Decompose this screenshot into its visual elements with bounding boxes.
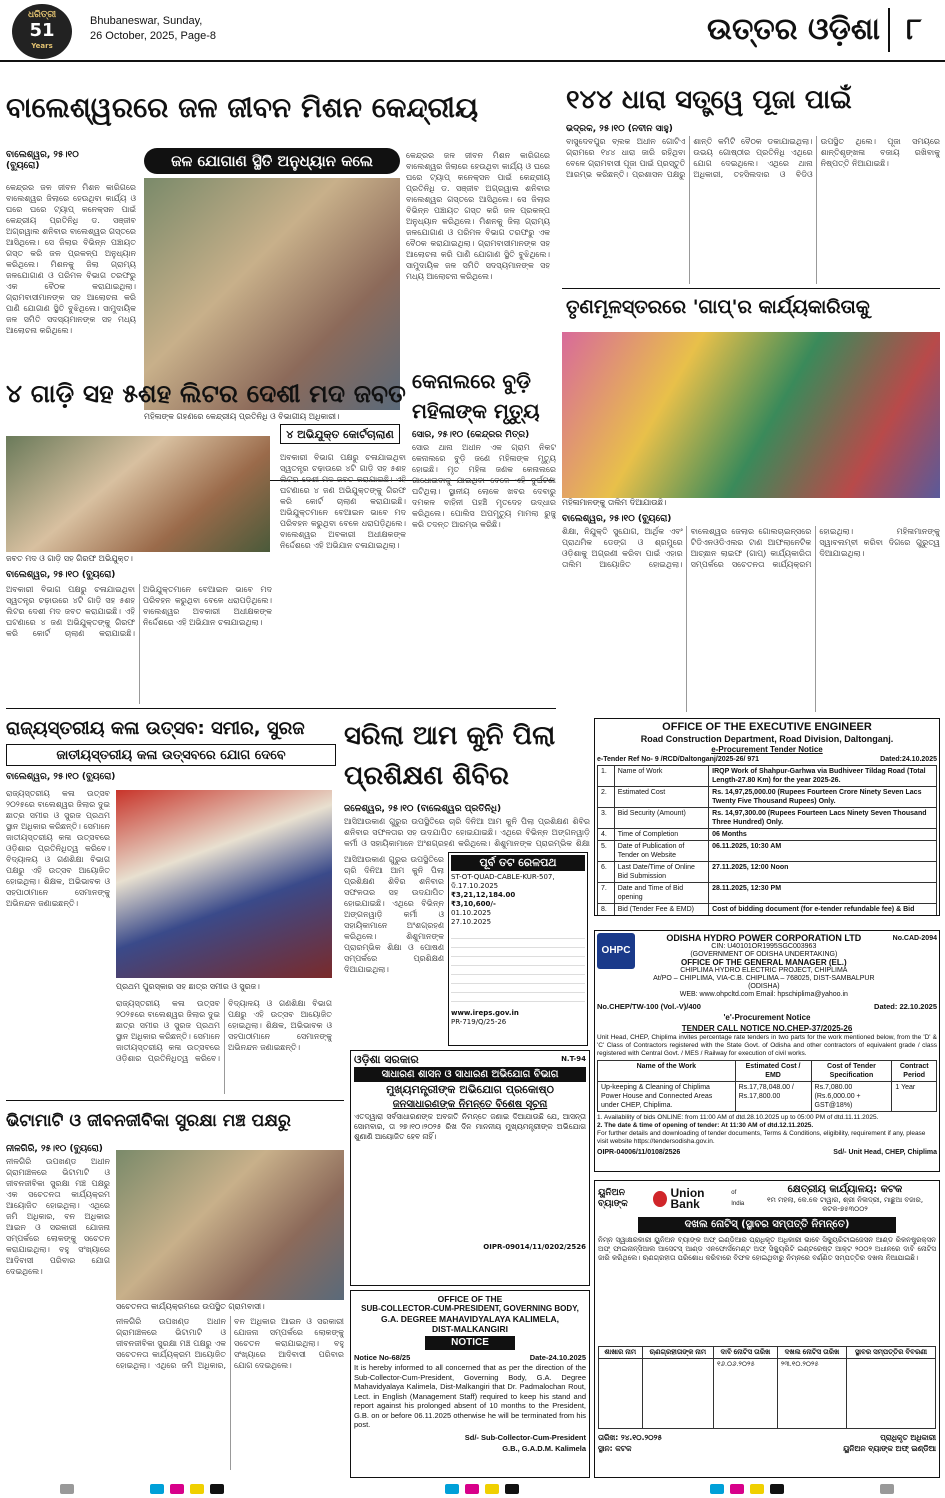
story6-dateline-text: ବାଲେଶ୍ୱର, ୨୫।୧୦ (6, 772, 79, 782)
ohpc-line2: 2. The date & time of opening of tender: At 11:30 AM of dtd.12.11.2025. (597, 1122, 814, 1129)
story7-dateline-text: ଜଳେଶ୍ୱର, ୨୫।୧୦ (344, 804, 414, 814)
union-logo-icon (653, 1191, 667, 1207)
story7-body: ଆସିଆଉକାଣ ଗୁରୁର ଉପସ୍ଥିତିରେ ଚାରି ଦିନିଆ ଆମ କୁନି ପିଲା ପ୍ରଶିକ୍ଷଣ ଶିବିର ଶନିବାର ସଫଳତାର ସହ ଉଦଯାପିତ ହୋଇଯାଇଛି। ଏଥିରେ ବିଭିନ୍ନ ଅଙ୍ଗନୱାଡ଼ି କର୍ମୀ ଓ ସହାୟିକାମାନେ ଅଂଶଗ୍ରହଣ କରିଥିଲେ। ଶିଶୁମାନଙ୍କ ପ୍ରାରମ୍ଭିକ ଶିକ୍ଷା ଓ ପୋଷଣ ସମ୍ପର୍କରେ ପ୍ରଶିକ୍ଷଣ ଦିଆଯାଇଥିଲା। (344, 855, 444, 974)
reg-mark (445, 1484, 459, 1494)
ohpc-ad-masthead (641, 933, 887, 999)
ee-row-label: Estimated Cost (614, 787, 708, 808)
reg-mark (710, 1484, 724, 1494)
reg-mark (60, 1484, 74, 1494)
story4-dateline-text: ବାଲେଶ୍ୱର, ୨୫।୧୦ (6, 570, 79, 580)
subcollector-sign: Sd/- Sub-Collector-Cum-President (464, 1432, 586, 1442)
story1-photo-caption: ମହିଳାଙ୍କ ଗହଣରେ କେନ୍ଦ୍ରୀୟ ପ୍ରତିନିଧି ଓ ବିଭାଗୀୟ ଅଧିକାରୀ। (144, 412, 340, 421)
story6-body-left: ରାଜ୍ୟସ୍ତରୀୟ କଳା ଉତ୍ସବ ୨୦୨୫ରେ ବାଲେଶ୍ୱର ଜିଲାର ଦୁଇ ଛାତ୍ର ସମୀର ଓ ସୁରଜ ପ୍ରଥମ ସ୍ଥାନ ଅଧିକାର କରିଛନ୍ତି। ସେମାନେ ଜାତୀୟସ୍ତରୀୟ କଳା ଉତ୍ସବରେ ଓଡ଼ିଶାର ପ୍ରତିନିଧିତ୍ୱ କରିବେ। ବିଦ୍ୟାଳୟ ଓ ଗଣଶିକ୍ଷା ବିଭାଗ ପକ୍ଷରୁ ଏହି ଉତ୍ସବ ଆୟୋଜିତ ହୋଇଥିଲା। ଶିକ୍ଷକ, ଅଭିଭାବକ ଓ ସହପାଠୀମାନେ ସେମାନଙ୍କୁ ଅଭିନନ୍ଦନ ଜଣାଇଛନ୍ତି। (6, 789, 110, 908)
story2-byline: (ନବୀନ ସାହୁ) (627, 124, 673, 134)
union-table-header: ଶାଖାର ନାମ (599, 1347, 643, 1359)
story8-byline: (ବ୍ୟୁରୋ) (69, 1144, 103, 1154)
ohpc-tender-ad (594, 930, 940, 1172)
union-body: ନିମ୍ନ ସ୍ୱାକ୍ଷରକାରୀ ୟୁନିଅନ ବ୍ୟାଙ୍କ ଅଫ୍ ଇଣ୍ଡିଆର ପ୍ରାଧିକୃତ ଅଧିକାରୀ ଭାବେ ସିକ୍ୟୁରିଟାଇଜେସନ ଆଣ୍ଡ ରିକନଷ୍ଟ୍ରକ୍ସନ ଅଫ୍ ଫାଇନାନ୍ସିଆଲ ଆସେଟସ୍ ଆଣ୍ଡ ଏନଫୋର୍ସମେଣ୍ଟ ଅଫ୍ ସିକ୍ୟୁରିଟି ଇଣ୍ଟରେଷ୍ଟ ଆକ୍ଟ ୨୦୦୨ ଅଧୀନରେ ଦାବି ନୋଟିସ ଜାରି କରିଥିଲେ। ଋଣଗ୍ରହୀତା ପରିଶୋଧ କରିବାରେ ବିଫଳ ହୋଇଥିବାରୁ ନିମ୍ନରେ ବର୍ଣ୍ଣିତ ସମ୍ପତ୍ତିର ଦଖଲ ନିଆଯାଇଛି। (598, 1236, 936, 1262)
story2-body: ବାସୁଦେବପୁର ବ୍ଲକ ଅଧୀନ ଗୋଟିଏ ଗ୍ରାମରେ ୧୪୪ ଧାରା ଜାରି ରହିଥିବା ବେଳେ ଗ୍ରାମବାସୀ ପୂଜା ପାଇଁ ପ୍ରସ୍ତୁତି ଆରମ୍ଭ କରିଛନ୍ତି। ପ୍ରଶାସନ ପକ୍ଷରୁ ଶାନ୍ତି କମିଟି ବୈଠକ ଡକାଯାଇଥିଲା। ଉଭୟ ଗୋଷ୍ଠୀର ପ୍ରତିନିଧି ଏଥିରେ ଯୋଗ ଦେଇଥିଲେ। ଏଥିରେ ଥାନା ଅଧିକାରୀ, ତହସିଲଦାର ଓ ବିଡିଓ ଉପସ୍ଥିତ ଥିଲେ। ପୂଜା ସମୟରେ ଶାନ୍ତିଶୃଙ୍ଖଳା ବଜାୟ ରଖିବାକୁ ନିଷ୍ପତ୍ତି ନିଆଯାଇଛି। (566, 137, 940, 179)
govt-notice-ad (350, 1050, 590, 1286)
ee-row-label: Bid Security (Amount) (614, 808, 708, 829)
story1-dateline-text: ବାଲେଶ୍ୱର, ୨୫।୧୦ (6, 150, 79, 160)
ohpc-table (597, 1060, 937, 1112)
story1-headline: ବାଲେଶ୍ୱରରେ ଜଳ ଜୀବନ ମିଶନ କେନ୍ଦ୍ରୀୟ (6, 91, 479, 124)
union-addr: ୧ମ ମହଲା, କେ.କେ ଟାୱାର, ଶ୍ରୀ ନିଳାଦ୍ରୀ, ମାଛୁଆ ବଜାର, କଟକ-୭୫୩୦୦୨ (766, 1196, 924, 1213)
story8-body-left: ନୀଳଗିରି ଉପଖଣ୍ଡ ଅଧୀନ ଗ୍ରାମାଞ୍ଚଳରେ ଭିଟାମାଟି ଓ ଜୀବନଜୀବିକା ସୁରକ୍ଷା ମଞ୍ଚ ପକ୍ଷରୁ ଏକ ସଚେତନତା କାର୍ଯ୍ୟକ୍ରମ ଆୟୋଜିତ ହୋଇଥିଲା। ଏଥିରେ ଜମି ଅଧିକାର, ବନ ଅଧିକାର ଆଇନ ଓ ସରକାରୀ ଯୋଜନା ସମ୍ପର୍କରେ ଲୋକଙ୍କୁ ସଚେତନ କରାଯାଇଥିଲା। ବହୁ ସଂଖ୍ୟାରେ ଆଦିବାସୀ ପରିବାର ଯୋଗ ଦେଇଥିଲେ। (6, 1157, 110, 1276)
govt-ad-cell: ମୁଖ୍ୟମନ୍ତ୍ରୀଙ୍କ ଅଭିଯୋଗ ପ୍ରକୋଷ୍ଠ (386, 1083, 554, 1096)
ohpc-table-header: Estimated Cost / EMD (735, 1061, 811, 1082)
govt-ad-title: ଓଡ଼ିଶା ସରକାର (354, 1053, 419, 1066)
ee-row-number: 7. (598, 883, 615, 904)
ee-tender-ad (594, 718, 940, 916)
story8-dateline-text: ନୀଳଗିରି, ୨୫।୧୦ (6, 1144, 67, 1154)
ee-ad-subtitle: Road Construction Department, Road Division, Daltonganj. (640, 734, 894, 744)
story7-body-top: ଆସିଆଉକାଣ ଗୁରୁର ଉପସ୍ଥିତିରେ ଚାରି ଦିନିଆ ଆମ କୁନି ପିଲା ପ୍ରଶିକ୍ଷଣ ଶିବିର ଶନିବାର ସଫଳତାର ସହ ଉଦଯାପିତ ହୋଇଯାଇଛି। ଏଥିରେ ବିଭିନ୍ନ ଅଙ୍ଗନୱାଡ଼ି କର୍ମୀ ଓ ସହାୟିକାମାନେ ଅଂଶଗ୍ରହଣ କରିଥିଲେ। ଶିଶୁମାନଙ୍କ ପ୍ରାରମ୍ଭିକ ଶିକ୍ଷା (344, 817, 590, 848)
union-notice: ଦଖଲ ନୋଟିସ୍ (ସ୍ଥାବର ସମ୍ପତ୍ତି ନିମନ୍ତେ) (638, 1217, 896, 1233)
union-table-header: ଦାବି ନୋଟିସ ତାରିଖ (714, 1347, 778, 1359)
story4-byline: (ବ୍ୟୁରୋ) (81, 570, 116, 580)
ohpc-table-cell: Rs.7,080.00 (Rs.6,000.00 + GST@18%) (811, 1082, 892, 1112)
ee-row-value: Rs. 14,97,300.00 (Rupees Fourteen Lacs Ninety Seven Thousand Three Hundred) Only. (709, 808, 937, 829)
ohpc-footer: OIPR-04006/11/0108/2526 (597, 1149, 681, 1156)
reg-mark (465, 1484, 479, 1494)
story3-photo (562, 332, 940, 498)
story6-byline: (ବ୍ୟୁରୋ) (81, 772, 116, 782)
union-table-header: ଋଣଗ୍ରହୀତାଙ୍କ ନାମ (642, 1347, 713, 1359)
ohpc-govt: (GOVERNMENT OF ODISHA UNDERTAKING) (690, 951, 838, 958)
story1-body-left: କେନ୍ଦ୍ରର ଜଳ ଜୀବନ ମିଶନ କାରିଗରେ ବାଲେଶ୍ୱର ଜିଲାରେ ହେଉଥିବା କାର୍ଯ୍ୟ ଓ ଘରେ ଘରେ ଟ୍ୟାପ୍ କନେକ୍ସନ ପାଇଁ କେନ୍ଦ୍ରୀୟ ପ୍ରତିନିଧି ଡ. ସଞ୍ଜୀବ ଅଗ୍ରୱାଲ ଶନିବାର ବାଲେଶ୍ୱର ଗସ୍ତରେ ଆସିଥିଲେ। ସେ ଜିଲାର ବିଭିନ୍ନ ପଞ୍ଚାୟତ ଗସ୍ତ କରି ଜଳ ପ୍ରକଳ୍ପ ଅନୁଧ୍ୟାନ କରିଥିଲେ। ମିଶନକୁ ଜିଲା ଗ୍ରାମ୍ୟ ଜଳଯୋଗାଣ ଓ ପରିମଳ ବିଭାଗ ତରଫରୁ ଏକ ବୈଠକ କରାଯାଇଥିଲା। ଗ୍ରାମବାସୀମାନଙ୍କ ସହ ଆଲୋଚନା କରି ପାଣି ଯୋଗାଣ ସ୍ଥିତି ବୁଝିଥିଲେ। ସାମୁଦାୟିକ ଜଳ ସମିତି ସଦସ୍ୟମାନଙ୍କ ସହ ମଧ୍ୟ ଆଲୋଚନା କରିଥିଲେ। (6, 183, 136, 335)
subcollector-line4: DIST-MALKANGIRI (431, 1324, 509, 1334)
ohpc-table-header: Cost of Tender Specification (811, 1061, 892, 1082)
govt-ad-header (354, 1054, 586, 1065)
ohpc-table-cell: Rs.17,78,048.00 / Rs.17,800.00 (735, 1082, 811, 1112)
ee-row-number: 6. (598, 862, 615, 883)
story4-headline: ୪ ଗାଡ଼ି ସହ ୫ଶହ ଲିଟର ଦେଶୀ ମଦ ଜବତ (6, 379, 406, 408)
ee-ad-table (597, 765, 937, 916)
story4-body: ଅବକାରୀ ବିଭାଗ ପକ୍ଷରୁ ଚଳାଯାଇଥିବା ସ୍ୱତନ୍ତ୍ର ଚଢ଼ାଉରେ ୪ଟି ଗାଡ଼ି ସହ ୫ଶହ ଲିଟର ଦେଶୀ ମଦ ଜବତ କରାଯାଇଛି। ଏହି ଘଟଣାରେ ୪ ଜଣ ଅଭିଯୁକ୍ତଙ୍କୁ ଗିରଫ କରି କୋର୍ଟ ଚାଲାଣ କରାଯାଇଛି। ଅଭିଯୁକ୍ତମାନେ ବେଆଇନ ଭାବେ ମଦ ପରିବହନ କରୁଥିବା ବେଳେ ଧରାପଡ଼ିଥିଲେ। ବାଲେଶ୍ୱର ଅବକାରୀ ଅଧୀକ୍ଷକଙ୍କ ନିର୍ଦ୍ଦେଶରେ ଏହି ଅଭିଯାନ ଚଳାଯାଇଥିଲା। (6, 585, 272, 638)
ee-row-label: Last Date/Time of Online Bid Submission (614, 862, 708, 883)
union-demand-date: ୧୬.୦୬.୨୦୨୫ (717, 1361, 755, 1368)
ee-table-row (598, 766, 937, 787)
story5-dateline (412, 430, 556, 441)
reg-mark (150, 1484, 164, 1494)
reg-mark (750, 1484, 764, 1494)
union-sign: ପ୍ରାଧିକୃତ ଅଧିକାରୀ (880, 1433, 936, 1442)
union-office: କ୍ଷେତ୍ରୀୟ କାର୍ଯ୍ୟାଳୟ: କଟକ (787, 1184, 903, 1195)
ee-row-value: IRQP Work of Shahpur-Garhwa via Budhiveer Tildag Road (Total Length-27.80 Km) for the year 2025-26. (709, 766, 937, 787)
union-office-block (754, 1184, 936, 1214)
union-bank-ad (594, 1180, 940, 1478)
subcollector-notice-ad (350, 1290, 590, 1478)
story7-byline: (ବାଲେଶ୍ୱର ପ୍ରତିନିଧି) (416, 804, 502, 814)
ee-row-value: 06.11.2025, 10:30 AM (709, 841, 937, 862)
story1-subhead: ଜଳ ଯୋଗାଣ ସ୍ଥିତି ଅନୁଧ୍ୟାନ କଲେ (144, 148, 400, 174)
ee-ad-title: OFFICE OF THE EXECUTIVE ENGINEER (662, 721, 872, 733)
govt-ad-footer: OIPR-09014/11/0202/2526 (483, 1243, 586, 1251)
union-brand-of-india: of India (731, 1190, 745, 1207)
badge-number: 51 (29, 20, 55, 41)
masthead (0, 0, 945, 62)
reg-mark (505, 1484, 519, 1494)
ohpc-tender-call: TENDER CALL NOTICE NO.CHEP-37/2025-26 (681, 1024, 853, 1033)
ohpc-email[interactable]: Email: hpschiplima@yahoo.in (755, 991, 848, 998)
story6-photo (116, 790, 332, 978)
ohpc-table-header: Name of the Work (598, 1061, 736, 1082)
ee-row-value: 28.11.2025, 12:30 PM (709, 883, 937, 904)
reg-mark (170, 1484, 184, 1494)
railway-ad-date2: 27.10.2025 (451, 918, 492, 926)
ee-row-number: 5. (598, 841, 615, 862)
ee-row-label: Bid (Tender Fee & EMD) (614, 904, 708, 917)
story4-dateline (6, 570, 206, 581)
ohpc-ad-header (597, 933, 937, 999)
ohpc-footer-line (597, 1147, 937, 1158)
ohpc-body: Unit Head, CHEP, Chiplima invites percentage rate tenders in two parts for the work mentioned below, from the 'D' & 'C' Class of Contractors registered with the State Govt. of Odisha and other contractors of equivalent grade / class registered with Central Govt. / MES / Railway for execution of civil works. (597, 1034, 937, 1057)
reg-mark (880, 1484, 894, 1494)
union-possession-date: ୨୩.୧୦.୨୦୨୫ (780, 1361, 819, 1368)
subcollector-sign2: G.B., G.A.D.M. Kalimela (502, 1443, 586, 1453)
ohpc-web[interactable]: WEB: www.ohpcltd.com (679, 991, 755, 998)
page-number: ୮ (888, 8, 938, 52)
divider (562, 288, 940, 289)
union-date: ତାରିଖ: ୨୪.୧୦.୨୦୨୫ (598, 1433, 663, 1442)
reg-mark (730, 1484, 744, 1494)
subcollector-notice-no: Notice No-68/25 (354, 1353, 411, 1362)
govt-ad-dept: ସାଧାରଣ ଶାସନ ଓ ସାଧାରଣ ଅଭିଯୋଗ ବିଭାଗ (354, 1067, 586, 1082)
ee-row-number: 3. (598, 808, 615, 829)
badge-top-text: ଧରିତ୍ରୀ (27, 10, 57, 20)
story5-body: ସୋର ଥାନା ଅଧୀନ ଏକ ଗ୍ରାମ ନିକଟ କେନାଲରେ ବୁଡ଼ି ଜଣେ ମହିଳାଙ୍କ ମୃତ୍ୟୁ ହୋଇଛି। ମୃତ ମହିଳା ଜଣକ କେନାଲରେ ଗାଧୋଇବାକୁ ଯାଇଥିବା ବେଳେ ଏହି ଦୁର୍ଘଟଣା ଘଟିଥିଲା। ସ୍ଥାନୀୟ ଲୋକେ ଖବର ଦେବାରୁ ଦମକଳ ବାହିନୀ ପହଞ୍ଚି ମୃତଦେହ ଉଦ୍ଧାର କରିଥିଲେ। ପୋଲିସ ଅପମୃତ୍ୟୁ ମାମଲା ରୁଜୁ କରି ତଦନ୍ତ ଆରମ୍ଭ କରିଛି। (412, 443, 556, 529)
union-place: ସ୍ଥାନ: କଟକ (598, 1444, 632, 1453)
anniversary-badge (12, 4, 72, 59)
story4-photo-caption: ଜବତ ମଦ ଓ ଗାଡ଼ି ସହ ଗିରଫ ଅଭିଯୁକ୍ତ। (6, 554, 133, 563)
ee-row-label: Name of Work (614, 766, 708, 787)
ee-table-row (598, 829, 937, 841)
ohpc-tender-no: No.CHEP/TW-100 (Vol.-V)/400 (597, 1002, 701, 1011)
ee-row-number: 1. (598, 766, 615, 787)
union-cell-demand-date (714, 1359, 778, 1429)
subcollector-line2: SUB-COLLECTOR-CUM-PRESIDENT, GOVERNING BODY, (361, 1304, 579, 1313)
subcollector-line3: G.A. DEGREE MAHAVIDYALAYA KALIMELA, (380, 1314, 560, 1324)
ohpc-logo: OHPC (597, 933, 635, 969)
story8-headline: ଭିଟାମାଟି ଓ ଜୀବନଜୀବିକା ସୁରକ୍ଷା ମଞ୍ଚ ପକ୍ଷରୁ (6, 1111, 291, 1131)
union-sign2: ୟୁନିଅନ ବ୍ୟାଙ୍କ ଅଫ୍ ଇଣ୍ଡିଆ (843, 1444, 936, 1453)
story3-headline: ତୃଣମୂଳସ୍ତରରେ 'ଗାପ୍'ର କାର୍ଯ୍ୟକାରିତାକୁ (566, 296, 870, 318)
story7-headline: ସରିଲା ଆମ କୁନି ପିଲା ପ୍ରଶିକ୍ଷଣ ଶିବିର (344, 721, 556, 791)
ee-row-label: Date and Time of Bid opening (614, 883, 708, 904)
story3-dateline (562, 514, 762, 525)
union-cell-branch (599, 1359, 643, 1429)
date-line-1: Bhubaneswar, Sunday, (90, 15, 203, 27)
reg-mark (485, 1484, 499, 1494)
ee-table-row (598, 808, 937, 829)
ohpc-address: At/PO – CHIPLIMA, VIA-C.B. CHIPLIMA – 768025, DIST-SAMBALPUR (ODISHA) (653, 975, 875, 990)
story1-byline: (ବ୍ୟୁରୋ) (6, 161, 40, 171)
ee-table-row (598, 787, 937, 808)
story3-body: ଶିକ୍ଷା, ନିଯୁକ୍ତି ସୁଯୋଗ, ଆର୍ଥିକ ଏବଂ ପ୍ରାଥମିକ ଡେଙ୍ଗ ଓ ଶ୍ରମୁରେ ଓଡ଼ିଶାକୁ ଅଗ୍ରଣୀ କରିବା ପାଇଁ ଏହାର ତାଲିମ ଆୟୋଜିତ ହୋଇଥିଲା। ବାଲେଶ୍ୱର ଜେଲାର ଗୋଲଚାଇନ୍ସରେ ଟିଡିଏନଓଡିଏଲର ଟାଣ ଆଫଲାନେଟିକ ଆଚ୍ଛାନ ଲାଇଫ (ଗାପ୍) କାର୍ଯ୍ୟକାରିତା ସମ୍ପର୍କରେ ସଚେତନତା କାର୍ଯ୍ୟକ୍ରମ ହୋଇଥିଲା। ମହିଳାମାନଙ୍କୁ ସ୍ୱାବଲମ୍ବୀ କରିବା ଦିଗରେ ଗୁରୁତ୍ୱ ଦିଆଯାଇଥିଲା। (562, 527, 940, 569)
story7-dateline (344, 804, 590, 815)
badge-years: Years (31, 42, 53, 50)
ohpc-table-cell: 1 Year (892, 1082, 937, 1112)
union-ad-header (598, 1184, 936, 1214)
ee-ad-notice: e-Procurement Tender Notice (711, 745, 823, 754)
ohpc-table-header: Contract Period (892, 1061, 937, 1082)
story6-dateline (6, 772, 206, 783)
story8-photo-caption: ସଚେତନତା କାର୍ଯ୍ୟକ୍ରମରେ ଉପସ୍ଥିତ ଗ୍ରାମବାସୀ। (116, 1302, 265, 1311)
story3-byline: (ବ୍ୟୁରୋ) (637, 514, 672, 524)
date-line-2: 26 October, 2025, Page-8 (90, 30, 216, 42)
ee-row-number: 4. (598, 829, 615, 841)
ohpc-line1: 1. Availability of bids ONLINE: from 11:00 AM of dtd.28.10.2025 up to 05:00 PM of dtd.11.11.2025. (597, 1114, 879, 1121)
ee-row-number: 8. (598, 904, 615, 917)
ee-row-value: Rs. 14,97,25,000.00 (Rupees Fourteen Crore Ninety Seven Lacs Twenty Five Thousand Rupees) Only. (709, 787, 937, 808)
ohpc-sign: Sd/- Unit Head, CHEP, Chiplima (833, 1149, 937, 1156)
ohpc-date: Dated: 22.10.2025 (874, 1002, 937, 1011)
ee-row-value: 27.11.2025, 12:00 Noon (709, 862, 937, 883)
story4-photo (6, 436, 270, 552)
reg-mark (210, 1484, 224, 1494)
union-brand-odia: ୟୁନିଅନ ବ୍ୟାଙ୍କ (598, 1188, 628, 1209)
ee-table-row (598, 862, 937, 883)
story6-subhead: ଜାତୀୟସ୍ତରୀୟ କଳା ଉତ୍ସବରେ ଯୋଗ ଦେବେ (6, 744, 336, 766)
section-title: ଉତ୍ତର ଓଡ଼ିଶା (706, 12, 880, 47)
story4-body-right: ଅବକାରୀ ବିଭାଗ ପକ୍ଷରୁ ଚଳାଯାଇଥିବା ସ୍ୱତନ୍ତ୍ର ଚଢ଼ାଉରେ ୪ଟି ଗାଡ଼ି ସହ ୫ଶହ ଲିଟର ଦେଶୀ ମଦ ଜବତ କରାଯାଇଛି। ଏହି ଘଟଣାରେ ୪ ଜଣ ଅଭିଯୁକ୍ତଙ୍କୁ ଗିରଫ କରି କୋର୍ଟ ଚାଲାଣ କରାଯାଇଛି। ଅଭିଯୁକ୍ତମାନେ ବେଆଇନ ଭାବେ ମଦ ପରିବହନ କରୁଥିବା ବେଳେ ଧରାପଡ଼ିଥିଲେ। ବାଲେଶ୍ୱର ଅବକାରୀ ଅଧୀକ୍ଷକଙ୍କ ନିର୍ଦ୍ଦେଶରେ ଏହି ଅଭିଯାନ ଚଳାଯାଇଥିଲା। (280, 453, 406, 550)
story3-dateline-text: ବାଲେଶ୍ୱର, ୨୫।୧୦ (562, 514, 635, 524)
ohpc-company: ODISHA HYDRO POWER CORPORATION LTD (666, 933, 862, 943)
union-table (598, 1346, 936, 1429)
govt-ad-no: N.T-94 (561, 1055, 586, 1063)
union-brand-en: Union Bank (670, 1186, 705, 1211)
story8-photo (116, 1150, 344, 1300)
ee-row-value: 06 Months (709, 829, 937, 841)
story8-body: ନୀଳଗିରି ଉପଖଣ୍ଡ ଅଧୀନ ଗ୍ରାମାଞ୍ଚଳରେ ଭିଟାମାଟି ଓ ଜୀବନଜୀବିକା ସୁରକ୍ଷା ମଞ୍ଚ ପକ୍ଷରୁ ଏକ ସଚେତନତା କାର୍ଯ୍ୟକ୍ରମ ଆୟୋଜିତ ହୋଇଥିଲା। ଏଥିରେ ଜମି ଅଧିକାର, ବନ ଅଧିକାର ଆଇନ ଓ ସରକାରୀ ଯୋଜନା ସମ୍ପର୍କରେ ଲୋକଙ୍କୁ ସଚେତନ କରାଯାଇଥିଲା। ବହୁ ସଂଖ୍ୟାରେ ଆଦିବାସୀ ପରିବାର ଯୋଗ ଦେଇଥିଲେ। (116, 1317, 344, 1370)
union-table-header: ଦଖଲ ନୋଟିସ ତାରିଖ (777, 1347, 846, 1359)
subcollector-body: It is hereby informed to all concerned that as per the direction of the Sub-Collector-Cum-President, Governing Body, G.A. Degree Mahavidyalaya Kalimela, Dist-Malkangiri that Dr. Padmalochan Rout, Lect. in English (Management Staff) required to keep his stand and report against his prolonged absent of 10 months to the President, G.B. on or before 06.11.2025 otherwise he will be terminated from his post. (354, 1363, 586, 1429)
story1-dateline (6, 150, 140, 172)
ee-row-value: Cost of bidding document (for e-tender refundable fee) & Bid (709, 904, 937, 917)
ohpc-no: No.CAD-2094 (892, 935, 937, 942)
story2-dateline (566, 124, 706, 135)
ee-table-row (598, 904, 937, 917)
divider (6, 1100, 344, 1101)
railway-ad-website[interactable]: www.ireps.gov.in (451, 1009, 519, 1017)
dateline (90, 14, 330, 44)
ee-table-row (598, 841, 937, 862)
story5-headline: କେନାଲରେ ବୁଡ଼ି ମହିଳାଙ୍କ ମୃତ୍ୟୁ (412, 369, 540, 423)
print-registration-bar (0, 1480, 945, 1498)
govt-ad-body: ଏତଦ୍ୱାରା ସର୍ବସାଧାରଣଙ୍କ ଅବଗତି ନିମନ୍ତେ ଜଣାଇ ଦିଆଯାଉଛି ଯେ, ଆସନ୍ତା ସୋମବାର, ତା ୨୭।୧୦।୨୦୨୫ ରିଖ ଦିନ ମାନନୀୟ ମୁଖ୍ୟମନ୍ତ୍ରୀଙ୍କ ଅଭିଯୋଗ ଶୁଣାଣି ଆୟୋଜିତ ହେବ ନାହିଁ। (354, 1112, 586, 1141)
ee-row-label: Time of Completion (614, 829, 708, 841)
reg-mark (770, 1484, 784, 1494)
union-cell-borrower (642, 1359, 713, 1429)
ee-row-label: Date of Publication of Tender on Website (614, 841, 708, 862)
union-table-header: ସ୍ଥାବର ସମ୍ପତ୍ତିର ବିବରଣୀ (847, 1347, 936, 1359)
railway-ad-date1: 01.10.2025 (451, 909, 492, 917)
story4-subhead: ୪ ଅଭିଯୁକ୍ତ କୋର୍ଟଚାଲାଣ (280, 424, 400, 444)
subcollector-date: Date-24.10.2025 (529, 1353, 586, 1362)
subcollector-notice-label: NOTICE (425, 1336, 515, 1350)
story5-byline: (କେନ୍ଦ୍ରର ମିତ୍ର) (466, 430, 530, 440)
ee-ad-ref-line (597, 755, 937, 764)
story2-headline: ୧୪୪ ଧାରା ସତ୍ତ୍ୱେ ପୂଜା ପାଇଁ (566, 85, 852, 115)
railway-tender-ad (448, 852, 588, 1046)
ohpc-project: CHIPLIMA HYDRO ELECTRIC PROJECT, CHIPLIMA (680, 967, 848, 974)
railway-ad-emd: ₹3,10,600/- (451, 900, 496, 908)
govt-ad-notice: ଜନସାଧାରଣଙ୍କ ନିମନ୍ତେ ବିଶେଷ ସୂଚନା (392, 1099, 548, 1110)
ohpc-line3: For further details and downloading of tender documents, Terms & Conditions, eligibility, requirement if any, please visit website https://tendersodisha.gov.in. (597, 1130, 926, 1145)
ee-table-row (598, 883, 937, 904)
railway-ad-cost: ₹3,21,12,184.00 (451, 891, 516, 899)
story6-headline: ରାଜ୍ୟସ୍ତରୀୟ କଳା ଉତ୍ସବ: ସମୀର, ସୁରଜ (6, 718, 305, 739)
union-cell-property (847, 1359, 936, 1429)
railway-ad-fineprint (451, 930, 585, 1006)
ohpc-office: OFFICE OF THE GENERAL MANAGER (EL.) (681, 958, 847, 967)
union-table-row (599, 1359, 936, 1429)
railway-ad-title: ପୂର୍ବ ତଟ ରେଳପଥ (451, 855, 585, 871)
ohpc-cin: CIN: U40101OR1995SGC003963 (711, 943, 817, 950)
ee-ad-dated: Dated:24.10.2025 (880, 756, 937, 763)
story5-dateline-text: ସୋର, ୨୫।୧୦ (412, 430, 464, 440)
story1-body-right: କେନ୍ଦ୍ରର ଜଳ ଜୀବନ ମିଶନ କାରିଗରେ ବାଲେଶ୍ୱର ଜିଲାରେ ହେଉଥିବା କାର୍ଯ୍ୟ ଓ ଘରେ ଘରେ ଟ୍ୟାପ୍ କନେକ୍ସନ ପାଇଁ କେନ୍ଦ୍ରୀୟ ପ୍ରତିନିଧି ଡ. ସଞ୍ଜୀବ ଅଗ୍ରୱାଲ ଶନିବାର ବାଲେଶ୍ୱର ଗସ୍ତରେ ଆସିଥିଲେ। ସେ ଜିଲାର ବିଭିନ୍ନ ପଞ୍ଚାୟତ ଗସ୍ତ କରି ଜଳ ପ୍ରକଳ୍ପ ଅନୁଧ୍ୟାନ କରିଥିଲେ। ମିଶନକୁ ଜିଲା ଗ୍ରାମ୍ୟ ଜଳଯୋଗାଣ ଓ ପରିମଳ ବିଭାଗ ତରଫରୁ ଏକ ବୈଠକ କରାଯାଇଥିଲା। ଗ୍ରାମବାସୀମାନଙ୍କ ସହ ଆଲୋଚନା କରି ପାଣି ଯୋଗାଣ ସ୍ଥିତି ବୁଝିଥିଲେ। ସାମୁଦାୟିକ ଜଳ ସମିତି ସଦସ୍ୟମାନଙ୍କ ସହ ମଧ୍ୟ ଆଲୋଚନା କରିଥିଲେ। (406, 151, 550, 281)
ohpc-table-cell: Up-keeping & Cleaning of Chiplima Power House and Connected Areas under CHEP, Chiplima. (598, 1082, 736, 1112)
story3-photo-caption: ମହିଳାମାନଙ୍କୁ ତାଲିମ ଦିଆଯାଉଛି। (562, 498, 667, 507)
union-brand (598, 1188, 748, 1210)
story6-photo-caption: ପ୍ରଥମ ପୁରସ୍କାର ସହ ଛାତ୍ର ସମୀର ଓ ସୁରଜ। (116, 982, 260, 991)
railway-ad-footer: PR-719/Q/25-26 (451, 1018, 507, 1026)
railway-ad-tender-no: ST-OT-QUAD-CABLE-KUR-507, ଦି.17.10.2025 (451, 873, 555, 890)
union-footer (598, 1432, 936, 1454)
subcollector-line1: OFFICE OF THE (437, 1294, 503, 1304)
ohpc-ref-line (597, 1001, 937, 1012)
reg-mark (190, 1484, 204, 1494)
story2-dateline-text: ଭଦ୍ରକ, ୨୫।୧୦ (566, 124, 625, 134)
story6-body: ରାଜ୍ୟସ୍ତରୀୟ କଳା ଉତ୍ସବ ୨୦୨୫ରେ ବାଲେଶ୍ୱର ଜିଲାର ଦୁଇ ଛାତ୍ର ସମୀର ଓ ସୁରଜ ପ୍ରଥମ ସ୍ଥାନ ଅଧିକାର କରିଛନ୍ତି। ସେମାନେ ଜାତୀୟସ୍ତରୀୟ କଳା ଉତ୍ସବରେ ଓଡ଼ିଶାର ପ୍ରତିନିଧିତ୍ୱ କରିବେ। ବିଦ୍ୟାଳୟ ଓ ଗଣଶିକ୍ଷା ବିଭାଗ ପକ୍ଷରୁ ଏହି ଉତ୍ସବ ଆୟୋଜିତ ହୋଇଥିଲା। ଶିକ୍ଷକ, ଅଭିଭାବକ ଓ ସହପାଠୀମାନେ ସେମାନଙ୍କୁ ଅଭିନନ୍ଦନ ଜଣାଇଛନ୍ତି। (116, 999, 332, 1063)
ee-row-number: 2. (598, 787, 615, 808)
subcollector-ref-line (354, 1352, 586, 1363)
ee-ad-ref: e-Tender Ref No- 9 /RCD/Daltonganj/2025-26/ 971 (597, 756, 760, 763)
ohpc-notice: 'e'-Procurement Notice (723, 1013, 811, 1022)
divider (6, 708, 556, 709)
union-cell-possession-date (777, 1359, 846, 1429)
